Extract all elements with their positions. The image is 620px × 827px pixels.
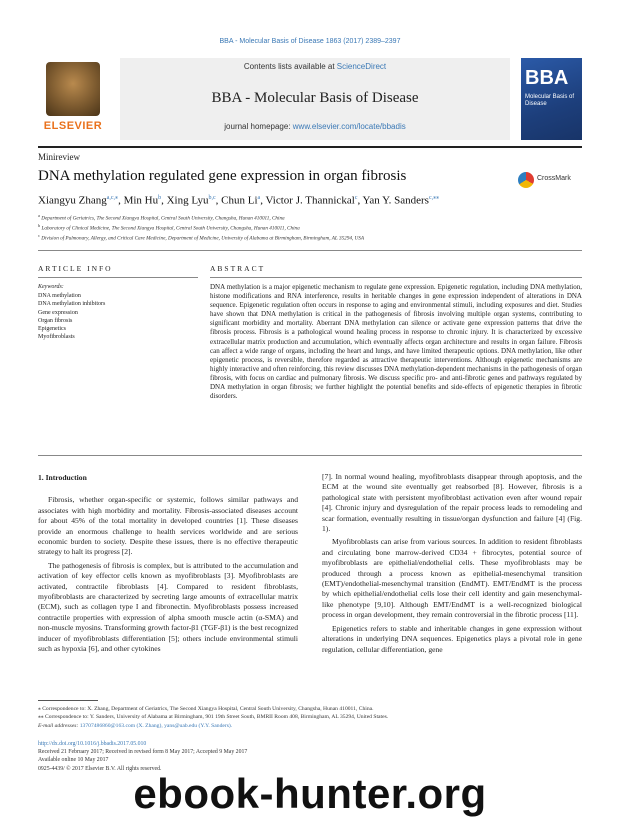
header-divider [38,146,582,148]
homepage-prefix: journal homepage: [224,122,291,131]
paragraph: Fibrosis, whether organ-specific or systemic, follows similar pathways and associates with high morbidity and mortality. Fibrosis-associated diseases account for about 45% of the total mortality in developed countries [1]. These diseases provide an enormous challenge to health services worldwide and are serious economic burden to society. Despite these issues, there is no effective therapeutic strategy to halt its progress [2]. [38,495,298,557]
article-info-heading: ARTICLE INFO [38,264,113,273]
paragraph: The pathogenesis of fibrosis is complex, but is attributed to the accumulation and activation of key effector cells known as myofibroblasts [3]. Myofibroblasts are activated, contractile fibroblasts [4]. Compared to resident fibroblasts, myofibroblasts are characterized by secreting large amounts of extracellular matrix (ECM), such as collagen type I and fibronectin. Myofibroblasts possess increased contractile properties with expression of alpha smooth muscle actin (α-SMA) and non-muscle myosins. Transforming growth factor-β1 (TGF-β1) is the best recognized inducer of myofibroblasts differentiation [5]; others include environmental stimuli such as hypoxia [6], and other cytokines [38,560,298,654]
contents-line [120,62,510,71]
keyword: DNA methylation inhibitors [38,301,106,308]
affiliation [38,213,582,222]
author[interactable]: Chun Li [221,194,258,207]
sciencedirect-link[interactable]: ScienceDirect [336,62,387,71]
author[interactable]: Yan Y. Sanders [362,194,429,207]
affiliation-sup: b [38,223,41,228]
author[interactable]: Victor J. Thannickal [265,194,355,207]
body-divider [38,455,582,456]
homepage-line [120,122,510,131]
email-line [38,722,582,730]
author-sup[interactable]: c,⁎⁎ [428,195,440,201]
author[interactable]: Xiangyu Zhang [38,194,107,207]
author[interactable]: Min Hu [123,194,159,207]
article-info-rule [38,277,198,278]
affiliation-divider [38,250,582,251]
affiliation-text: Division of Pulmonary, Allergy, and Critical Care Medicine, Department of Medicine, University of Alabama at Birmingham, Birmingham, AL 35294, USA [41,235,365,242]
received-dates: Received 21 February 2017; Received in revised form 8 May 2017; Accepted 9 May 2017 [38,749,248,756]
copyright: 0925-4439/ © 2017 Elsevier B.V. All rights reserved. [38,765,162,772]
author-sup[interactable]: a,c,⁎ [106,195,119,201]
keyword: Epigenetics [38,326,66,333]
keyword: Organ fibrosis [38,317,73,324]
affiliation-text: Department of Geriatrics, The Second Xiangya Hospital, Central South University, Changsha, Hunan 410011, China [41,215,285,222]
body-column-right [322,472,582,658]
crossmark-label: CrossMark [537,175,571,182]
cover-subtitle: Molecular Basis of Disease [525,94,575,107]
paragraph: Epigenetics refers to stable and inheritable changes in gene expression without alterations in underlying DNA sequences. Epigenetics plays a pivotal role in gene regulation, cellular differentiation, gene [322,623,582,654]
author-sup[interactable]: b,c [208,195,216,201]
footnote-rule [38,700,98,701]
homepage-link[interactable]: www.elsevier.com/locate/bbadis [292,122,406,131]
journal-banner [120,58,510,140]
paragraph: [7]. In normal wound healing, myofibroblasts disappear through apoptosis, and the ECM at the wound site eventually get reabsorbed [8]. However, fibrosis is a pathological state with persistent myofibroblast activation even after wound repair [4]. Chronic injury and dysregulation of the repair process leads to remodeling and scar formation, eventually resulting in tissue/organ dysfunction and failure [4] (Fig. 1). [322,472,582,534]
email-label: E-mail addresses: [38,722,79,729]
article-title: DNA methylation regulated gene expression in organ fibrosis [38,168,407,184]
author-sup[interactable]: c [354,195,358,201]
crossmark-badge[interactable] [518,170,582,192]
elsevier-tree-icon [46,62,100,116]
publication-info [38,740,338,773]
article-type: Minireview [38,152,80,162]
footnote: ⁎ Correspondence to: X. Zhang, Department of Geriatrics, The Second Xiangya Hospital, Central South University, Changsha, Hunan 410011, China. [38,706,374,712]
cover-bba: BBA [525,67,569,89]
abstract-rule [210,277,582,278]
watermark: ebook-hunter.org [133,770,487,817]
affiliation-text: Laboratory of Clinical Medicine, The Second Xiangya Hospital, Central South University, Changsha, Hunan 410011, China [41,225,300,232]
author-list: Xiangyu Zhang$^{a,c,⁎}$, Min Hu$^b$, Xing Lyu$^{b,c}$, Chun Li$^a$, Victor J. Thannickal$^c$, Yan Y. Sanders$^{c,⁎⁎}$ [38,194,440,207]
author-sup[interactable]: a [257,195,261,201]
affiliation [38,223,582,232]
footnote: ⁎⁎ Correspondence to: Y. Sanders, University of Alabama at Birmingham, 901 19th Street South, BMRII Room 408, Birmingham, AL 35294, United States. [38,714,389,721]
journal-header [38,58,582,144]
keyword: DNA methylation [38,293,81,299]
doi-link[interactable]: http://dx.doi.org/10.1016/j.bbadis.2017.05.010 [38,741,147,747]
author[interactable]: Xing Lyu [166,194,209,207]
footnotes [38,705,582,730]
affiliation [38,233,582,242]
journal-cover[interactable] [521,58,582,140]
affiliation-sup: c [38,233,40,238]
section-heading: 1. Introduction [38,473,87,482]
contents-prefix: Contents lists available at [243,62,335,71]
elsevier-logo[interactable] [38,58,108,140]
keyword: Myofibroblasts [38,334,75,341]
keywords-label: Keywords: [38,284,64,290]
journal-title: BBA - Molecular Basis of Disease [211,90,419,106]
keyword: Gene expression [38,309,78,316]
journal-citation[interactable]: BBA - Molecular Basis of Disease 1863 (2017) 2389–2397 [219,38,401,45]
crossmark-icon [518,172,534,188]
abstract-heading: ABSTRACT [210,264,266,273]
author-sup[interactable]: b [158,195,162,201]
body-column-left [38,473,298,658]
affiliation-sup: a [38,213,40,218]
abstract-text: DNA methylation is a major epigenetic mechanism to regulate gene expression. Epigenetic regulation, including DNA methylation, histone modifications and RNA interference, results in heritable changes in gene expression independent of alterations in DNA sequence. Epigenetic regulation often occurs in response to aging and environmental stimuli, including exposures and diet. Studies have shown that DNA methylation is critical in the pathogenesis of fibrosis involving multiple organ systems, contributing to significant morbidity and mortality. Aberrant DNA methylation can silence or activate gene expression patterns that drive the fibrosis process. Fibrosis is a pathological wound healing process in response to chronic injury. It is characterized by excessive extracellular matrix production and accumulation, which eventually affects organ architecture and results in organ failure. Fibrosis can affect a wide range of organs, including the heart and lungs, and have limited therapeutic options. DNA methylation, like other epigenetic process, is reversible, therefore regarded as attractive therapeutic interventions. Although epigenetic mechanisms are highly interactive and often reinforcing, this review discusses DNA methylation-dependent mechanisms in the pathogenesis of organ fibrosis, with focus on cardiac and pulmonary fibrosis. We discuss specific pro- and anti-fibrotic genes and pathways regulated by DNA methylation in organ fibrosis; we further highlight the potential benefits and side-effects of epigenetic therapies in fibrotic disorders. [210,283,582,401]
keyword-list [38,292,105,342]
paragraph: Myofibroblasts can arise from various sources. In addition to resident fibroblasts and circulating bone marrow-derived CD34 + fibrocytes, potential source of myofibroblasts are epithelial/endothelial cells. These myofibroblasts may be produced through a process known as epithelial-mesenchymal transition (EMT)/endothelial-mesenchymal transition (EndMT). EMT/EndMT is the process by which epithelial/endothelial cells lose their cell identity and gain mesenchymal-like phenotype [9,10]. Although EMT/EndMT is a well-recognized biological process in organ development, they remain controversial in the fibrotic process [11]. [322,537,582,620]
email-addresses[interactable]: 13707486860@163.com (X. Zhang), yans@uab.edu (Y.Y. Sanders). [79,722,233,729]
online-date: Available online 10 May 2017 [38,757,109,764]
publisher-name: ELSEVIER [43,120,103,132]
